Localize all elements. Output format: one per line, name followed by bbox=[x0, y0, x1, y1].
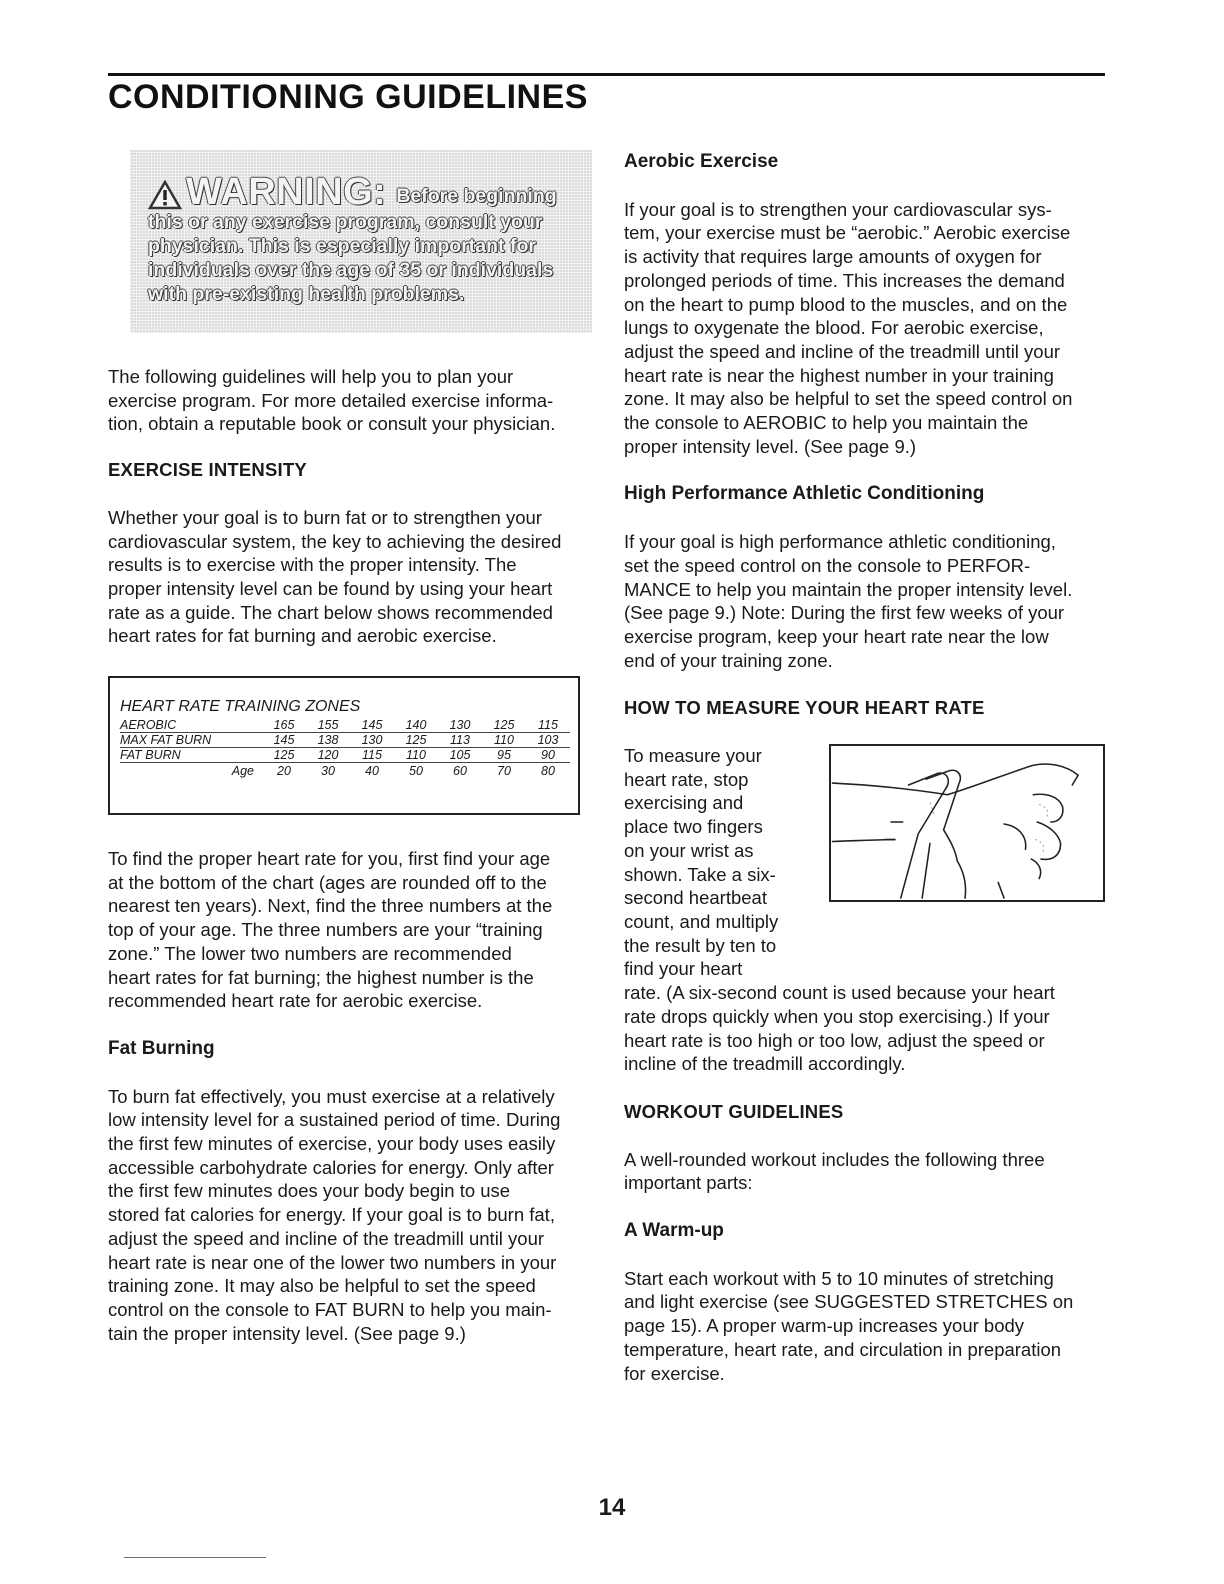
text-line: If your goal is to strengthen your cardiovascular sys- bbox=[624, 198, 1052, 220]
table-cell: 90 bbox=[541, 748, 555, 763]
page-title: CONDITIONING GUIDELINES bbox=[108, 78, 588, 116]
warning-word: WARNING: bbox=[186, 171, 387, 213]
table-cell: 110 bbox=[406, 748, 426, 763]
text-line: find your heart bbox=[624, 958, 743, 980]
text-line: low intensity level for a sustained period of time. During bbox=[108, 1109, 561, 1131]
heart-rate-table-title: HEART RATE TRAINING ZONES bbox=[120, 698, 361, 716]
text-line: on your wrist as bbox=[624, 839, 754, 861]
text-line: nearest ten years). Next, find the three numbers at the bbox=[108, 895, 553, 917]
text-line: control on the console to FAT BURN to help you main- bbox=[108, 1298, 552, 1320]
table-cell: 130 bbox=[361, 733, 383, 748]
text-line: heart rates for fat burning; the highest number is the bbox=[108, 966, 534, 988]
text-line: cardiovascular system, the key to achieving the desired bbox=[108, 530, 562, 552]
page-number: 14 bbox=[598, 1494, 626, 1521]
table-cell: 110 bbox=[494, 733, 514, 748]
table-cell: 70 bbox=[497, 764, 511, 779]
fat-burning-heading: Fat Burning bbox=[108, 1037, 215, 1059]
table-cell: 125 bbox=[493, 718, 515, 733]
table-cell: 20 bbox=[277, 764, 291, 779]
warmup-paragraph bbox=[624, 1267, 1116, 1386]
row-label: FAT BURN bbox=[120, 748, 181, 763]
left-column bbox=[108, 150, 598, 1345]
text-line: exercise program, keep your heart rate near the low bbox=[624, 625, 1049, 647]
warning-text-line: Before beginning bbox=[396, 185, 557, 207]
text-line: zone. It may also be helpful to set the speed control on bbox=[624, 388, 1073, 410]
measure-heading: HOW TO MEASURE YOUR HEART RATE bbox=[624, 697, 985, 719]
right-column bbox=[624, 150, 1116, 1385]
warning-text-line: this or any exercise program, consult your bbox=[148, 211, 543, 233]
table-cell: 95 bbox=[497, 748, 511, 763]
exercise-intensity-paragraph bbox=[108, 506, 598, 648]
text-line: and light exercise (see SUGGESTED STRETCHES on bbox=[624, 1291, 1074, 1313]
text-line: page 15). A proper warm-up increases your body bbox=[624, 1315, 1025, 1337]
table-cell: 145 bbox=[361, 718, 383, 733]
exercise-intensity-heading: EXERCISE INTENSITY bbox=[108, 459, 307, 481]
text-line: important parts: bbox=[624, 1172, 753, 1194]
heart-rate-table bbox=[108, 676, 580, 815]
table-row-aerobic bbox=[120, 718, 570, 733]
text-line: top of your age. The three numbers are your “training bbox=[108, 919, 543, 941]
text-line: the first few minutes of exercise, your body uses easily bbox=[108, 1133, 556, 1155]
text-line: the console to AEROBIC to help you maintain the bbox=[624, 412, 1029, 434]
table-cell: 105 bbox=[449, 748, 471, 763]
table-cell: 125 bbox=[273, 748, 295, 763]
text-line: To measure your bbox=[624, 745, 762, 767]
table-row-age bbox=[120, 763, 570, 779]
table-cell: 30 bbox=[321, 764, 335, 779]
text-line: proper intensity level can be found by using your heart bbox=[108, 577, 553, 599]
table-cell: 120 bbox=[317, 748, 339, 763]
text-line: tem, your exercise must be “aerobic.” Aerobic exercise bbox=[624, 222, 1071, 244]
text-line: If your goal is high performance athletic conditioning, bbox=[624, 531, 1056, 553]
text-line: recommended heart rate for aerobic exercise. bbox=[108, 990, 483, 1012]
warning-text-line: individuals over the age of 35 or individuals bbox=[148, 259, 554, 281]
text-line: exercising and bbox=[624, 792, 744, 814]
aerobic-paragraph bbox=[624, 198, 1116, 459]
table-cell: 115 bbox=[538, 718, 558, 733]
table-cell: 130 bbox=[449, 718, 471, 733]
text-line: on the heart to pump blood to the muscles, and on the bbox=[624, 293, 1068, 315]
text-line: Start each workout with 5 to 10 minutes of stretching bbox=[624, 1267, 1054, 1289]
row-label: MAX FAT BURN bbox=[120, 733, 212, 748]
table-cell: 50 bbox=[409, 764, 423, 779]
wrist-pulse-illustration bbox=[829, 744, 1105, 902]
text-line: accessible carbohydrate calories for energy. Only after bbox=[108, 1156, 554, 1178]
text-line: incline of the treadmill accordingly. bbox=[624, 1053, 906, 1075]
text-line: count, and multiply bbox=[624, 910, 779, 932]
text-line: for exercise. bbox=[624, 1362, 725, 1384]
text-line: proper intensity level. (See page 9.) bbox=[624, 435, 917, 457]
text-line: the result by ten to bbox=[624, 934, 777, 956]
table-cell: 80 bbox=[541, 764, 555, 779]
text-line: the first few minutes does your body begin to use bbox=[108, 1180, 511, 1202]
high-performance-paragraph bbox=[624, 530, 1116, 672]
table-cell: 115 bbox=[362, 748, 382, 763]
text-line: Whether your goal is to burn fat or to strengthen your bbox=[108, 506, 542, 528]
table-cell: 155 bbox=[317, 718, 339, 733]
text-line: adjust the speed and incline of the treadmill until your bbox=[624, 340, 1061, 362]
measure-section bbox=[624, 744, 1116, 1076]
age-label: Age bbox=[231, 764, 254, 779]
table-cell: 125 bbox=[405, 733, 427, 748]
text-line: lungs to oxygenate the blood. For aerobic exercise, bbox=[624, 317, 1044, 339]
high-performance-heading: High Performance Athletic Conditioning bbox=[624, 483, 985, 505]
title-rule bbox=[108, 73, 1105, 76]
warning-text-line: with pre-existing health problems. bbox=[148, 283, 465, 305]
text-line: To find the proper heart rate for you, first find your age bbox=[108, 848, 551, 870]
text-line: place two fingers bbox=[624, 816, 763, 838]
text-line: adjust the speed and incline of the treadmill until your bbox=[108, 1227, 545, 1249]
table-cell: 103 bbox=[537, 733, 559, 748]
fat-burning-paragraph bbox=[108, 1085, 598, 1346]
footer-line bbox=[124, 1557, 266, 1558]
intro-paragraph bbox=[108, 365, 598, 436]
text-line: end of your training zone. bbox=[624, 649, 833, 671]
table-cell: 165 bbox=[273, 718, 295, 733]
find-rate-paragraph bbox=[108, 847, 598, 1013]
text-line: second heartbeat bbox=[624, 887, 767, 909]
text-line: To burn fat effectively, you must exercise at a relatively bbox=[108, 1085, 555, 1107]
text-line: rate. (A six-second count is used because your heart bbox=[624, 982, 1055, 1004]
text-line: tion, obtain a reputable book or consult your physician. bbox=[108, 413, 556, 435]
text-line: shown. Take a six- bbox=[624, 863, 776, 885]
text-line: A well-rounded workout includes the following three bbox=[624, 1148, 1045, 1170]
text-line: stored fat calories for energy. If your goal is to burn fat, bbox=[108, 1204, 555, 1226]
row-label: AEROBIC bbox=[120, 718, 177, 733]
text-line: heart rate is too high or too low, adjust the speed or bbox=[624, 1029, 1045, 1051]
warning-triangle-icon bbox=[148, 180, 182, 210]
workout-paragraph bbox=[624, 1148, 1116, 1195]
text-line: at the bottom of the chart (ages are rounded off to the bbox=[108, 871, 547, 893]
text-line: heart rate, stop bbox=[624, 768, 749, 790]
warning-box bbox=[130, 150, 592, 333]
text-line: heart rate is near the highest number in your training bbox=[624, 364, 1054, 386]
text-line: heart rates for fat burning and aerobic exercise. bbox=[108, 625, 497, 647]
text-line: zone.” The lower two numbers are recommended bbox=[108, 942, 512, 964]
text-line: rate drops quickly when you stop exercising.) If your bbox=[624, 1005, 1050, 1027]
workout-heading: WORKOUT GUIDELINES bbox=[624, 1100, 844, 1122]
text-line: prolonged periods of time. This increases the demand bbox=[624, 269, 1065, 291]
text-line: heart rate is near one of the lower two numbers in your bbox=[108, 1251, 557, 1273]
wrist-hand-icon bbox=[831, 746, 1103, 900]
table-cell: 140 bbox=[405, 718, 427, 733]
text-line: temperature, heart rate, and circulation in preparation bbox=[624, 1338, 1062, 1360]
text-line: MANCE to help you maintain the proper intensity level. bbox=[624, 578, 1073, 600]
warning-text-line: physician. This is especially important for bbox=[148, 235, 536, 257]
text-line: is activity that requires large amounts of oxygen for bbox=[624, 246, 1042, 268]
text-line: results is to exercise with the proper intensity. The bbox=[108, 554, 517, 576]
table-cell: 113 bbox=[450, 733, 470, 748]
text-line: rate as a guide. The chart below shows recommended bbox=[108, 601, 553, 623]
table-cell: 40 bbox=[365, 764, 379, 779]
table-row-max-fat-burn bbox=[120, 733, 570, 748]
aerobic-heading: Aerobic Exercise bbox=[624, 151, 779, 172]
text-line: The following guidelines will help you to plan your bbox=[108, 366, 514, 387]
text-line: (See page 9.) Note: During the first few weeks of your bbox=[624, 602, 1065, 624]
table-row-fat-burn bbox=[120, 748, 570, 763]
warmup-heading: A Warm-up bbox=[624, 1220, 724, 1242]
table-cell: 138 bbox=[317, 733, 339, 748]
text-line: exercise program. For more detailed exercise informa- bbox=[108, 389, 554, 411]
text-line: tain the proper intensity level. (See page 9.) bbox=[108, 1322, 466, 1344]
table-cell: 60 bbox=[453, 764, 467, 779]
table-cell: 145 bbox=[273, 733, 295, 748]
text-line: training zone. It may also be helpful to set the speed bbox=[108, 1275, 536, 1297]
text-line: set the speed control on the console to PERFOR- bbox=[624, 554, 1031, 576]
